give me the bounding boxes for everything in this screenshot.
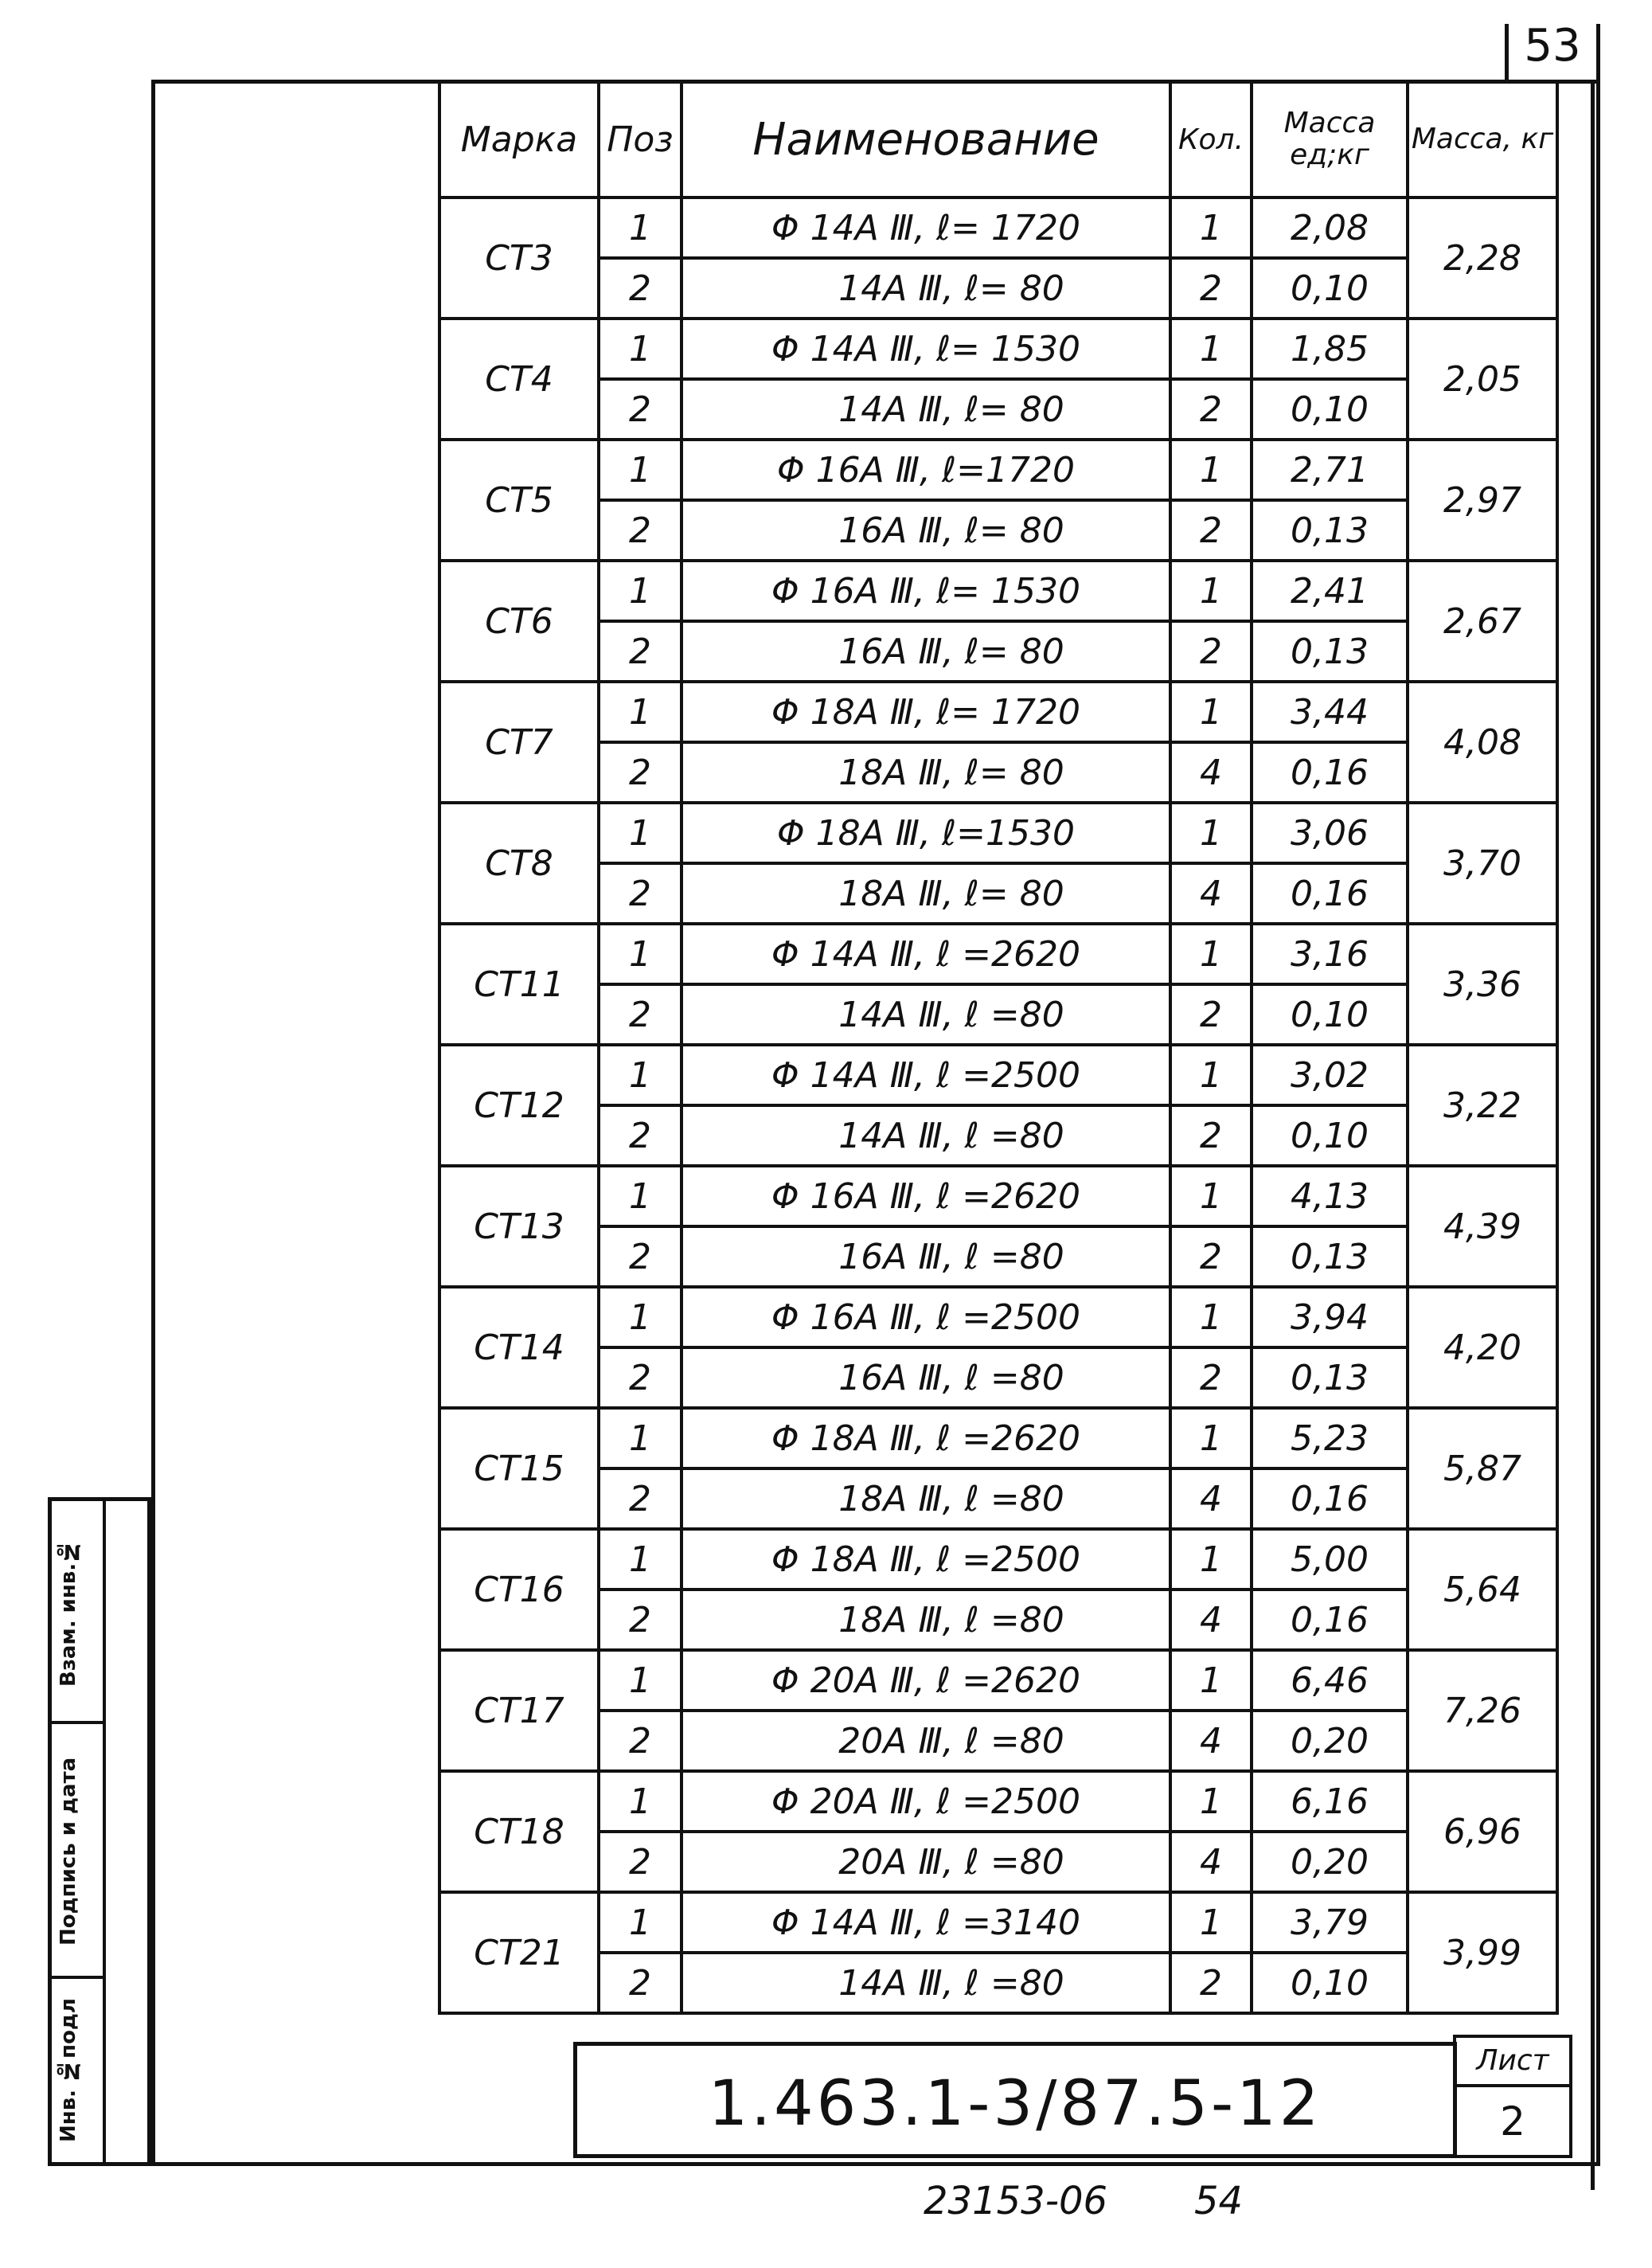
mark-cell: СТ16 — [439, 1529, 599, 1650]
table-row — [439, 924, 1557, 984]
total-mass-cell: 2,97 — [1408, 440, 1557, 561]
pos-cell: 1 — [599, 803, 681, 863]
pos-cell: 2 — [599, 500, 681, 561]
table-header-row — [439, 81, 1557, 197]
mark-cell: СТ13 — [439, 1166, 599, 1287]
name-cell: 16А Ⅲ, ℓ= 80 — [681, 500, 1170, 561]
name-cell: 18А Ⅲ, ℓ =80 — [681, 1590, 1170, 1650]
total-mass-cell: 3,22 — [1408, 1045, 1557, 1166]
unit-mass-cell: 0,20 — [1252, 1711, 1408, 1771]
qty-cell: 2 — [1170, 1226, 1252, 1287]
pos-cell: 2 — [599, 1468, 681, 1529]
sheet-box — [1453, 2035, 1572, 2158]
side-stamp-cell-replace — [52, 1501, 106, 1724]
unit-mass-cell: 0,16 — [1252, 1590, 1408, 1650]
mark-cell: СТ21 — [439, 1892, 599, 2013]
pos-cell: 1 — [599, 197, 681, 258]
unit-mass-cell: 0,16 — [1252, 1468, 1408, 1529]
pos-cell: 2 — [599, 984, 681, 1045]
name-cell: Φ 18А Ⅲ, ℓ =2620 — [681, 1408, 1170, 1468]
specification-body — [439, 197, 1557, 2013]
qty-cell: 4 — [1170, 1832, 1252, 1892]
total-mass-cell: 3,99 — [1408, 1892, 1557, 2013]
header-name: Наименование — [681, 81, 1170, 197]
name-cell: Φ 20А Ⅲ, ℓ =2500 — [681, 1771, 1170, 1832]
qty-cell: 1 — [1170, 1408, 1252, 1468]
table-row — [439, 1468, 1557, 1529]
qty-cell: 1 — [1170, 319, 1252, 379]
qty-cell: 1 — [1170, 924, 1252, 984]
table-row — [439, 1711, 1557, 1771]
qty-cell: 2 — [1170, 621, 1252, 682]
pos-cell: 1 — [599, 319, 681, 379]
unit-mass-cell: 3,44 — [1252, 682, 1408, 742]
total-mass-cell: 5,87 — [1408, 1408, 1557, 1529]
qty-cell: 1 — [1170, 1166, 1252, 1226]
qty-cell: 4 — [1170, 1711, 1252, 1771]
table-row — [439, 197, 1557, 258]
specification-table — [438, 80, 1559, 2015]
table-row — [439, 1287, 1557, 1347]
table-row — [439, 742, 1557, 803]
side-stamp-cell-inv — [52, 1979, 106, 2164]
unit-mass-cell: 0,10 — [1252, 258, 1408, 319]
unit-mass-cell: 0,13 — [1252, 1226, 1408, 1287]
qty-cell: 1 — [1170, 561, 1252, 621]
qty-cell: 2 — [1170, 1347, 1252, 1408]
total-mass-cell: 7,26 — [1408, 1650, 1557, 1771]
mark-cell: СТ18 — [439, 1771, 599, 1892]
header-qty: Кол. — [1170, 81, 1252, 197]
pos-cell: 2 — [599, 258, 681, 319]
name-cell: Φ 16А Ⅲ, ℓ=1720 — [681, 440, 1170, 500]
table-row — [439, 561, 1557, 621]
name-cell: 16А Ⅲ, ℓ =80 — [681, 1226, 1170, 1287]
table-row — [439, 1226, 1557, 1287]
qty-cell: 1 — [1170, 1892, 1252, 1953]
table-row — [439, 1953, 1557, 2013]
table-row — [439, 682, 1557, 742]
qty-cell: 1 — [1170, 1529, 1252, 1590]
total-mass-cell: 4,39 — [1408, 1166, 1557, 1287]
unit-mass-cell: 0,10 — [1252, 984, 1408, 1045]
name-cell: 18А Ⅲ, ℓ =80 — [681, 1468, 1170, 1529]
unit-mass-cell: 0,13 — [1252, 1347, 1408, 1408]
qty-cell: 4 — [1170, 742, 1252, 803]
name-cell: Φ 16А Ⅲ, ℓ =2500 — [681, 1287, 1170, 1347]
total-mass-cell: 3,70 — [1408, 803, 1557, 924]
table-row — [439, 1650, 1557, 1711]
name-cell: Φ 14А Ⅲ, ℓ =2500 — [681, 1045, 1170, 1105]
name-cell: Φ 14А Ⅲ, ℓ =3140 — [681, 1892, 1170, 1953]
qty-cell: 4 — [1170, 1590, 1252, 1650]
table-row — [439, 1529, 1557, 1590]
pos-cell: 2 — [599, 742, 681, 803]
mark-cell: СТ11 — [439, 924, 599, 1045]
header-pos: Поз — [599, 81, 681, 197]
unit-mass-cell: 5,00 — [1252, 1529, 1408, 1590]
unit-mass-cell: 3,79 — [1252, 1892, 1408, 1953]
qty-cell: 2 — [1170, 1953, 1252, 2013]
unit-mass-cell: 4,13 — [1252, 1166, 1408, 1226]
pos-cell: 1 — [599, 1287, 681, 1347]
name-cell: 14А Ⅲ, ℓ= 80 — [681, 258, 1170, 319]
pos-cell: 1 — [599, 1650, 681, 1711]
qty-cell: 1 — [1170, 1045, 1252, 1105]
qty-cell: 1 — [1170, 803, 1252, 863]
pos-cell: 1 — [599, 924, 681, 984]
qty-cell: 1 — [1170, 440, 1252, 500]
side-label-inv-orig: Инв. №подл — [57, 1998, 80, 2143]
name-cell: Φ 14А Ⅲ, ℓ =2620 — [681, 924, 1170, 984]
pos-cell: 1 — [599, 1771, 681, 1832]
name-cell: 16А Ⅲ, ℓ= 80 — [681, 621, 1170, 682]
name-cell: 14А Ⅲ, ℓ =80 — [681, 1105, 1170, 1166]
table-row — [439, 1347, 1557, 1408]
name-cell: Φ 16А Ⅲ, ℓ =2620 — [681, 1166, 1170, 1226]
table-row — [439, 803, 1557, 863]
mark-cell: СТ15 — [439, 1408, 599, 1529]
total-mass-cell: 5,64 — [1408, 1529, 1557, 1650]
table-row — [439, 1892, 1557, 1953]
mark-cell: СТ5 — [439, 440, 599, 561]
name-cell: 14А Ⅲ, ℓ= 80 — [681, 379, 1170, 440]
page-number: 53 — [1505, 24, 1600, 81]
qty-cell: 1 — [1170, 197, 1252, 258]
unit-mass-cell: 1,85 — [1252, 319, 1408, 379]
table-row — [439, 319, 1557, 379]
total-mass-cell: 2,67 — [1408, 561, 1557, 682]
pos-cell: 2 — [599, 621, 681, 682]
pos-cell: 1 — [599, 1045, 681, 1105]
table-row — [439, 621, 1557, 682]
qty-cell: 1 — [1170, 1650, 1252, 1711]
table-row — [439, 1590, 1557, 1650]
qty-cell: 1 — [1170, 1771, 1252, 1832]
unit-mass-cell: 0,20 — [1252, 1832, 1408, 1892]
unit-mass-cell: 3,16 — [1252, 924, 1408, 984]
pos-cell: 2 — [599, 1590, 681, 1650]
unit-mass-cell: 3,94 — [1252, 1287, 1408, 1347]
unit-mass-cell: 0,10 — [1252, 1105, 1408, 1166]
name-cell: Φ 14А Ⅲ, ℓ= 1720 — [681, 197, 1170, 258]
document-code: 1.463.1-3/87.5-12 — [573, 2042, 1457, 2158]
qty-cell: 2 — [1170, 500, 1252, 561]
frame-right-edge — [1591, 80, 1595, 2190]
pos-cell: 2 — [599, 1832, 681, 1892]
name-cell: Φ 18А Ⅲ, ℓ=1530 — [681, 803, 1170, 863]
pos-cell: 1 — [599, 1408, 681, 1468]
mark-cell: СТ12 — [439, 1045, 599, 1166]
unit-mass-cell: 6,16 — [1252, 1771, 1408, 1832]
qty-cell: 4 — [1170, 863, 1252, 924]
footer-page: 54 — [1194, 2179, 1244, 2223]
unit-mass-cell: 0,13 — [1252, 621, 1408, 682]
table-row — [439, 984, 1557, 1045]
qty-cell: 2 — [1170, 258, 1252, 319]
qty-cell: 1 — [1170, 1287, 1252, 1347]
pos-cell: 1 — [599, 682, 681, 742]
total-mass-cell: 4,20 — [1408, 1287, 1557, 1408]
table-row — [439, 500, 1557, 561]
unit-mass-cell: 3,02 — [1252, 1045, 1408, 1105]
pos-cell: 1 — [599, 561, 681, 621]
unit-mass-cell: 0,10 — [1252, 379, 1408, 440]
pos-cell: 2 — [599, 1347, 681, 1408]
table-row — [439, 1771, 1557, 1832]
side-label-sign-date: Подпись и дата — [57, 1757, 80, 1946]
pos-cell: 2 — [599, 1953, 681, 2013]
name-cell: Φ 14А Ⅲ, ℓ= 1530 — [681, 319, 1170, 379]
pos-cell: 1 — [599, 1892, 681, 1953]
side-stamp-cell-sign — [52, 1724, 106, 1979]
qty-cell: 2 — [1170, 379, 1252, 440]
total-mass-cell: 2,28 — [1408, 197, 1557, 319]
name-cell: 14А Ⅲ, ℓ =80 — [681, 1953, 1170, 2013]
unit-mass-cell: 5,23 — [1252, 1408, 1408, 1468]
unit-mass-cell: 0,16 — [1252, 742, 1408, 803]
sheet-label: Лист — [1456, 2038, 1569, 2087]
name-cell: Φ 20А Ⅲ, ℓ =2620 — [681, 1650, 1170, 1711]
table-row — [439, 440, 1557, 500]
qty-cell: 4 — [1170, 1468, 1252, 1529]
qty-cell: 2 — [1170, 1105, 1252, 1166]
unit-mass-cell: 0,10 — [1252, 1953, 1408, 2013]
name-cell: 16А Ⅲ, ℓ =80 — [681, 1347, 1170, 1408]
footer-code: 23153-06 — [924, 2179, 1108, 2223]
pos-cell: 2 — [599, 1226, 681, 1287]
total-mass-cell: 3,36 — [1408, 924, 1557, 1045]
pos-cell: 2 — [599, 1105, 681, 1166]
table-row — [439, 1105, 1557, 1166]
pos-cell: 1 — [599, 1529, 681, 1590]
unit-mass-cell: 6,46 — [1252, 1650, 1408, 1711]
side-stamp — [48, 1497, 151, 2166]
unit-mass-cell: 0,16 — [1252, 863, 1408, 924]
header-total-mass: Масса, кг — [1408, 81, 1557, 197]
pos-cell: 1 — [599, 1166, 681, 1226]
pos-cell: 2 — [599, 379, 681, 440]
mark-cell: СТ3 — [439, 197, 599, 319]
mark-cell: СТ6 — [439, 561, 599, 682]
mark-cell: СТ14 — [439, 1287, 599, 1408]
unit-mass-cell: 2,08 — [1252, 197, 1408, 258]
table-row — [439, 258, 1557, 319]
mark-cell: СТ17 — [439, 1650, 599, 1771]
unit-mass-cell: 2,71 — [1252, 440, 1408, 500]
name-cell: Φ 18А Ⅲ, ℓ =2500 — [681, 1529, 1170, 1590]
sheet-number: 2 — [1500, 2098, 1525, 2145]
qty-cell: 1 — [1170, 682, 1252, 742]
name-cell: 20А Ⅲ, ℓ =80 — [681, 1832, 1170, 1892]
table-row — [439, 1166, 1557, 1226]
mark-cell: СТ4 — [439, 319, 599, 440]
name-cell: Φ 16А Ⅲ, ℓ= 1530 — [681, 561, 1170, 621]
pos-cell: 1 — [599, 440, 681, 500]
name-cell: 18А Ⅲ, ℓ= 80 — [681, 742, 1170, 803]
name-cell: 18А Ⅲ, ℓ= 80 — [681, 863, 1170, 924]
table-row — [439, 1045, 1557, 1105]
header-unit-mass: Масса ед;кг — [1252, 81, 1408, 197]
name-cell: 14А Ⅲ, ℓ =80 — [681, 984, 1170, 1045]
header-mark: Марка — [439, 81, 599, 197]
unit-mass-cell: 0,13 — [1252, 500, 1408, 561]
table-row — [439, 1408, 1557, 1468]
unit-mass-cell: 3,06 — [1252, 803, 1408, 863]
table-row — [439, 863, 1557, 924]
total-mass-cell: 4,08 — [1408, 682, 1557, 803]
name-cell: Φ 18А Ⅲ, ℓ= 1720 — [681, 682, 1170, 742]
mark-cell: СТ8 — [439, 803, 599, 924]
name-cell: 20А Ⅲ, ℓ =80 — [681, 1711, 1170, 1771]
table-row — [439, 1832, 1557, 1892]
pos-cell: 2 — [599, 863, 681, 924]
qty-cell: 2 — [1170, 984, 1252, 1045]
side-label-replace-inv: Взам. инв.№ — [57, 1539, 80, 1687]
total-mass-cell: 2,05 — [1408, 319, 1557, 440]
mark-cell: СТ7 — [439, 682, 599, 803]
total-mass-cell: 6,96 — [1408, 1771, 1557, 1892]
pos-cell: 2 — [599, 1711, 681, 1771]
table-row — [439, 379, 1557, 440]
unit-mass-cell: 2,41 — [1252, 561, 1408, 621]
